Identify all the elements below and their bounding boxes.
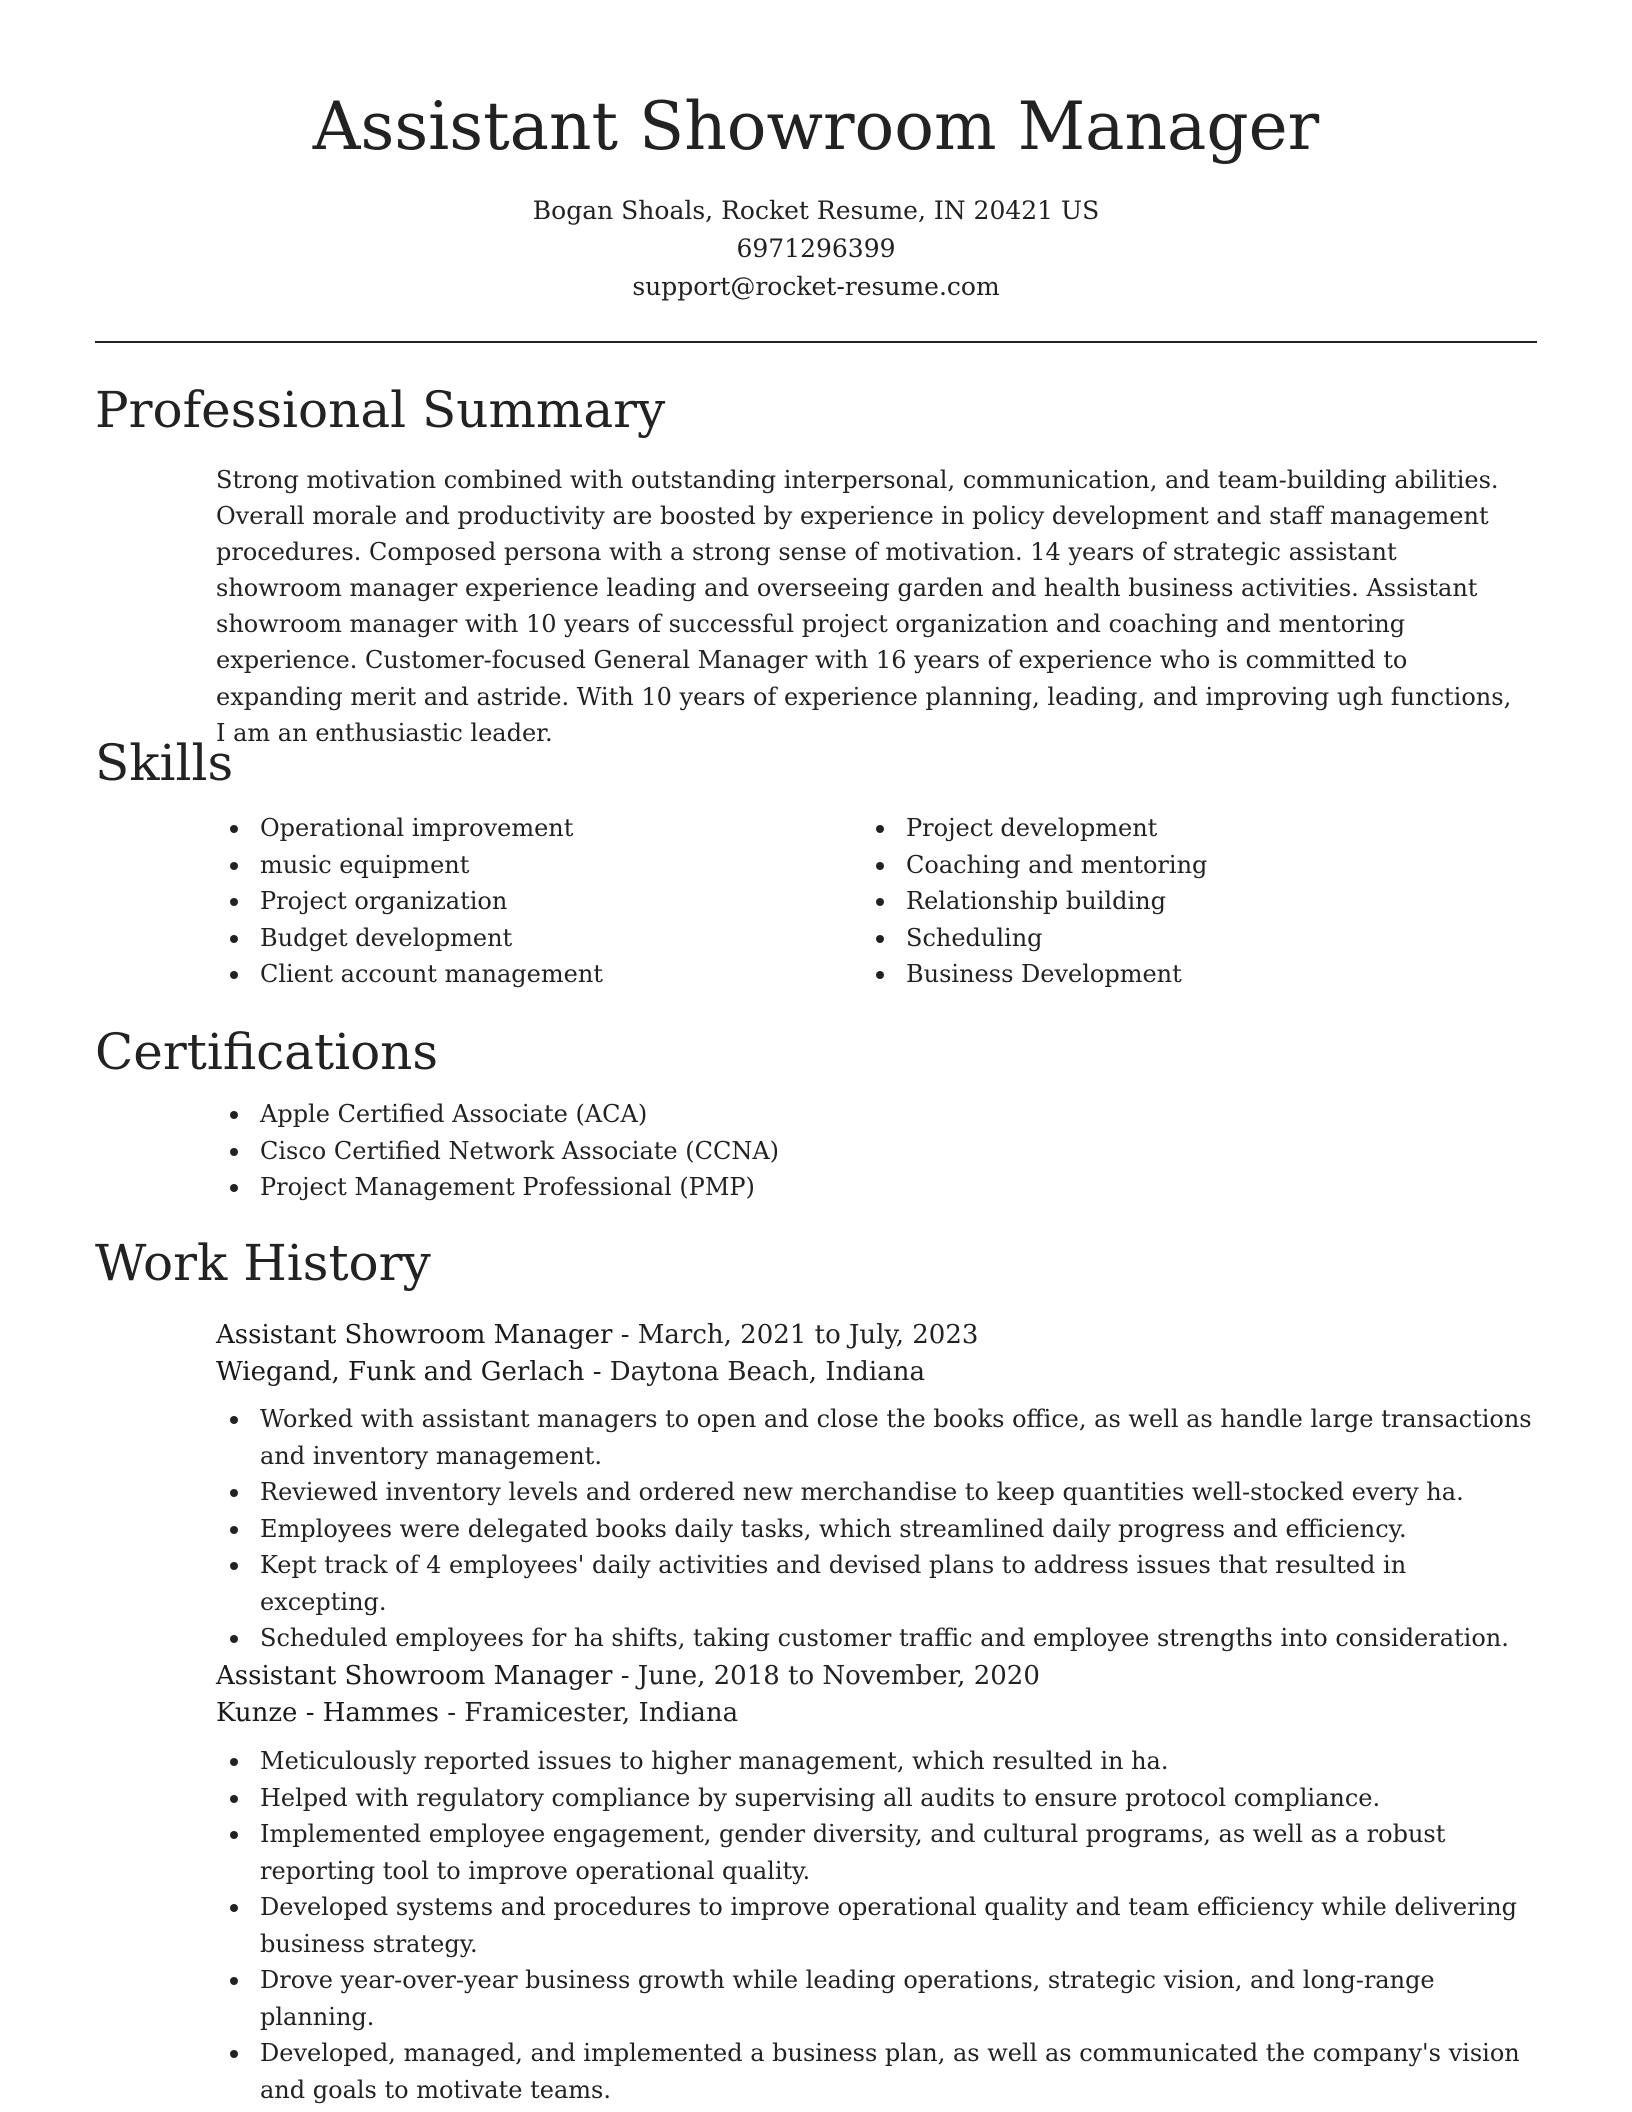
job-bullet: Helped with regulatory compliance by supervising all audits to ensure protocol compliance. xyxy=(216,1780,1536,1817)
job-company: Kunze - Hammes xyxy=(216,1698,439,1728)
job-bullet: Developed, managed, and implemented a business plan, as well as communicated the company's vision and goals to motivate teams. xyxy=(216,2035,1536,2108)
job-location: - Framicester, Indiana xyxy=(438,1698,739,1728)
certification-item: Apple Certified Associate (ACA) xyxy=(216,1096,1516,1133)
skills-list-left xyxy=(216,810,816,993)
job-title-line xyxy=(216,1657,1040,1695)
job-bullets xyxy=(216,1401,1536,1657)
job-bullet: Drove year-over-year business growth while leading operations, strategic vision, and long-range planning. xyxy=(216,1962,1536,2035)
skill-item: Project development xyxy=(862,810,1502,847)
section-title-certifications: Certifications xyxy=(95,1023,439,1081)
skill-item: Relationship building xyxy=(862,883,1502,920)
job-role: Assistant Showroom Manager xyxy=(216,1661,613,1691)
job-dates: - June, 2018 to November, 2020 xyxy=(612,1661,1040,1691)
job-bullet: Implemented employee engagement, gender diversity, and cultural programs, as well as a robust reporting tool to improve operational quality. xyxy=(216,1816,1536,1889)
skills-list-right xyxy=(862,810,1502,993)
skill-item: Business Development xyxy=(862,956,1502,993)
contact-phone: 6971296399 xyxy=(736,234,896,263)
certification-item: Project Management Professional (PMP) xyxy=(216,1169,1516,1206)
certification-item: Cisco Certified Network Associate (CCNA) xyxy=(216,1133,1516,1170)
section-title-skills: Skills xyxy=(95,734,234,792)
summary-text: Strong motivation combined with outstanding interpersonal, communication, and team-building abilities. Overall morale and productivity are boosted by experience in policy development and staff management procedures. Composed persona with a strong sense of motivation. 14 years of strategic assistant showroom manager experience leading and overseeing garden and health business activities. Assistant showroom manager with 10 years of successful project organization and coaching and mentoring experience. Customer-focused General Manager with 16 years of experience who is committed to expanding merit and astride. With 10 years of experience planning, leading, and improving ugh functions, I am an enthusiastic leader. xyxy=(216,466,1512,747)
job-role: Assistant Showroom Manager xyxy=(216,1320,613,1350)
job-bullets xyxy=(216,1743,1536,2108)
skill-item: Coaching and mentoring xyxy=(862,847,1502,884)
job-bullet: Reviewed inventory levels and ordered new merchandise to keep quantities well-stocked every ha. xyxy=(216,1474,1536,1511)
contact-email: support@rocket-resume.com xyxy=(632,272,1000,301)
skill-item: music equipment xyxy=(216,847,816,884)
certifications-list xyxy=(216,1096,1516,1206)
job-dates: - March, 2021 to July, 2023 xyxy=(612,1320,979,1350)
job-company: Wiegand, Funk and Gerlach xyxy=(216,1357,585,1387)
job-bullet: Worked with assistant managers to open and close the books office, as well as handle large transactions and inventory management. xyxy=(216,1401,1536,1474)
skill-item: Project organization xyxy=(216,883,816,920)
job-company-line xyxy=(216,1353,925,1391)
job-bullet: Scheduled employees for ha shifts, taking customer traffic and employee strengths into consideration. xyxy=(216,1620,1536,1657)
skill-item: Scheduling xyxy=(862,920,1502,957)
section-title-work-history: Work History xyxy=(95,1234,431,1292)
job-bullet: Kept track of 4 employees' daily activities and devised plans to address issues that resulted in excepting. xyxy=(216,1547,1536,1620)
contact-block xyxy=(0,192,1632,306)
section-title-summary: Professional Summary xyxy=(95,381,666,439)
job-bullet: Employees were delegated books daily tasks, which streamlined daily progress and efficiency. xyxy=(216,1511,1536,1548)
skill-item: Operational improvement xyxy=(216,810,816,847)
resume-name: Assistant Showroom Manager xyxy=(312,88,1320,165)
contact-address: Bogan Shoals, Rocket Resume, IN 20421 US xyxy=(532,196,1100,225)
skill-item: Budget development xyxy=(216,920,816,957)
header-divider xyxy=(95,341,1537,343)
job-location: - Daytona Beach, Indiana xyxy=(584,1357,925,1387)
job-bullet: Meticulously reported issues to higher management, which resulted in ha. xyxy=(216,1743,1536,1780)
job-company-line xyxy=(216,1694,738,1732)
job-title-line xyxy=(216,1316,978,1354)
job-bullet: Developed systems and procedures to improve operational quality and team efficiency while delivering business strategy. xyxy=(216,1889,1536,1962)
skill-item: Client account management xyxy=(216,956,816,993)
